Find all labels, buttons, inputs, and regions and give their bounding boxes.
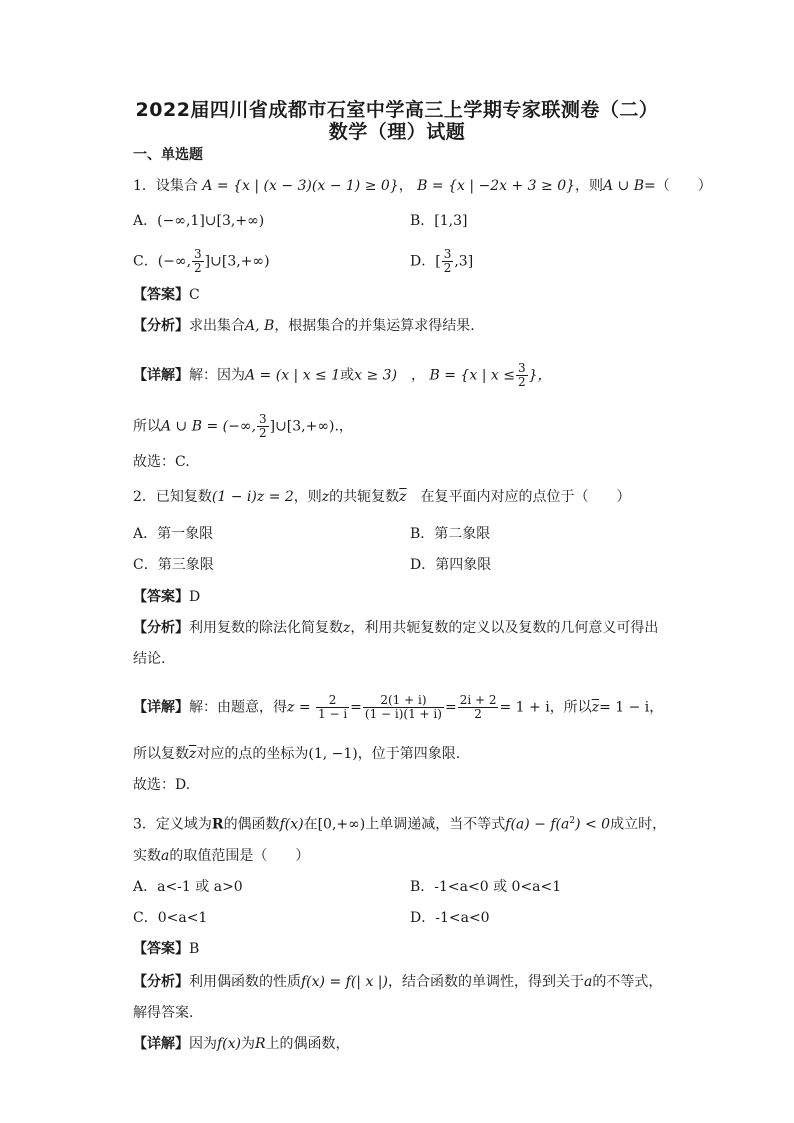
fraction: $\frac{3}{2}$ [258,412,267,440]
q3-answer: 【答案】B [133,941,200,957]
q2-choose: 故选：D. [133,777,191,793]
q3-stem: 3．定义域为R的偶函数f(x)在[0,+∞)上单调递减，当不等式$f(a) - f(a^2) < 0$成立时， [133,816,667,833]
q1-analysis: 【分析】求出集合A, B，根据集合的并集运算求得结果. [133,318,475,334]
q3-option-c: C．0<a<1 [133,910,208,926]
q2-analysis-cont: 结论. [133,651,166,667]
fraction: $\frac{2(1 + i)}{(1 - i)(1 + i)}$ [364,693,442,721]
q2-option-d: D．第四象限 [410,557,492,573]
document-title: 2022届四川省成都市石室中学高三上学期专家联测卷（二） [135,99,659,121]
q1-answer: 【答案】C [133,287,200,303]
q2-answer: 【答案】D [133,589,201,605]
fraction: $\frac{3}{2}$ [194,247,202,275]
q2-conclusion: 所以复数$\overline{z}$对应的点的坐标为(1, −1)，位于第四象限. [133,746,461,762]
q2-stem: 2．已知复数(1 − i)z = 2，则z的共轭复数$\overline{z}$ 在复平面内对应的点位于（ ） [133,489,631,505]
q3-detail: 【详解】因为f(x)为R上的偶函数， [133,1036,350,1052]
q1-option-d: D．[ $\frac{3}{2}$ ,3] [410,247,474,275]
q1-option-a: A．(−∞,1]∪[3,+∞) [133,213,265,229]
q3-analysis: 【分析】利用偶函数的性质f(x) = f(| x |)，结合函数的单调性，得到关于a的不等式， [133,974,663,990]
q1-choose: 故选：C. [133,454,190,470]
q2-detail: 【详解】解：由题意，得z = $\frac{2}{1 - i}$ = $\frac{2(1 + i)}{(1 - i)(1 + i)}$ = $\frac{2i + 2}{2}$ = 1 + i，所以$\overline{z}= 1 - i$， [133,693,664,721]
document-subtitle: 数学（理）试题 [328,121,466,143]
q1-option-b: B．[1,3] [410,213,468,229]
q1-set-a: A = {x | (x − 3)(x − 1) ≥ 0} [202,178,399,194]
q3-option-b: B．-1<a<0 或 0<a<1 [410,879,562,895]
fraction: $\frac{3}{2}$ [443,247,452,275]
q1-set-b: B = {x | −2x + 3 ≥ 0} [417,178,576,194]
q3-analysis-cont: 解得答案. [133,1005,194,1021]
section-heading: 一、单选题 [133,147,203,163]
q1-detail: 【详解】解：因为A = (x | x ≤ 1或x ≥ 3) ， B = {x | x ≤ $\frac{3}{2}$ }， [133,361,552,389]
q2-option-c: C．第三象限 [133,557,214,573]
q2-analysis: 【分析】利用复数的除法化简复数z，利用共轭复数的定义以及复数的几何意义可得出 [133,620,659,636]
fraction: $\frac{3}{2}$ [517,361,526,389]
q2-option-a: A．第一象限 [133,526,214,542]
q3-option-d: D．-1<a<0 [410,910,490,926]
q1-option-c: C．(−∞, $\frac{3}{2}$ ]∪[3,+∞) [133,247,270,275]
q3-option-a: A．a<-1 或 a>0 [133,879,243,895]
q3-stem-cont: 实数a的取值范围是（ ） [133,848,310,864]
q2-option-b: B．第二象限 [410,526,491,542]
fraction: $\frac{2i + 2}{2}$ [459,693,497,721]
q1-stem: 1．设集合 A = {x | (x − 3)(x − 1) ≥ 0}， B = {x | −2x + 3 ≥ 0}，则A ∪ B=（ ） [133,178,712,194]
q1-conclusion: 所以A ∪ B = (−∞, $\frac{3}{2}$ ]∪[3,+∞).， [133,412,353,440]
fraction: $\frac{2}{1 - i}$ [318,693,348,721]
